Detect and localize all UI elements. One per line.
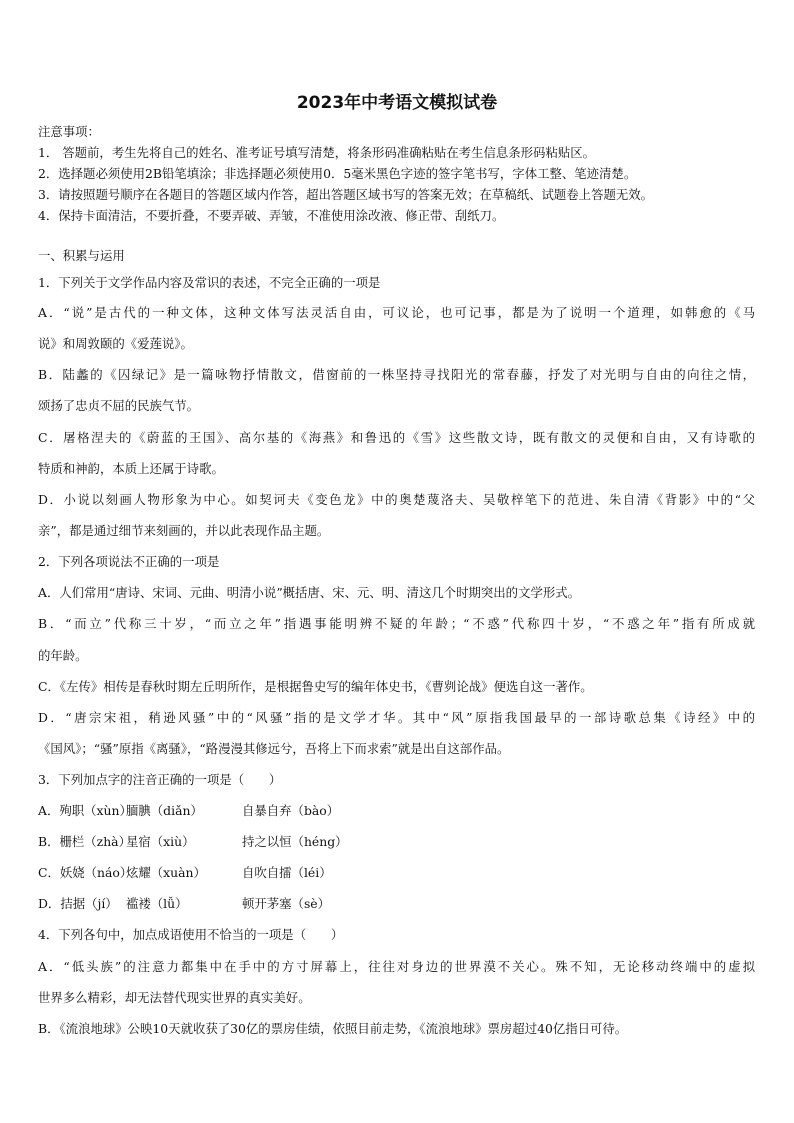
option-line: A．“低头族”的注意力都集中在手中的方寸屏幕上，往往对身边的世界漠不关心。殊不知，无论移动终端中的虚拟 bbox=[38, 959, 755, 974]
pinyin-option: 持之以恒（héng） bbox=[242, 834, 348, 849]
notice-item: 1． 答题前，考生先将自己的姓名、准考证号填写清楚，将条形码准确粘贴在考生信息条形码粘贴区。 bbox=[38, 145, 596, 160]
option-line: D．小说以刻画人物形象为中心。如契诃夫《变色龙》中的奥楚蔑洛夫、吴敬梓笔下的范进、朱自清《背影》中的“父 bbox=[38, 492, 755, 507]
pinyin-option: 顿开茅塞（sè） bbox=[242, 896, 331, 911]
notice-heading: 注意事项： bbox=[38, 124, 100, 139]
question-stem: 3．下列加点字的注音正确的一项是（ ） bbox=[38, 772, 282, 787]
section-heading: 一、积累与运用 bbox=[38, 248, 125, 263]
pinyin-row bbox=[38, 863, 332, 881]
option-line: C．《左传》相传是春秋时期左丘明所作，是根据鲁史写的编年体史书，《曹刿论战》便选自这一著作。 bbox=[38, 679, 593, 694]
option-line: 说》和周敦颐的《爱莲说》。 bbox=[38, 336, 193, 351]
option-line: B．陆蠡的《囚绿记》是一篇咏物抒情散文，借窗前的一株坚持寻找阳光的常春藤，抒发了对光明与自由的向往之情， bbox=[38, 367, 755, 382]
pinyin-option: 腼腆（diǎn） bbox=[126, 803, 203, 818]
pinyin-option: B．栅栏（zhà） bbox=[38, 834, 131, 849]
pinyin-option: D．拮据（jí） bbox=[38, 896, 118, 911]
question-stem: 2．下列各项说法不正确的一项是 bbox=[38, 554, 220, 569]
option-line: 亲”，都是通过细节来刻画的，并以此表现作品主题。 bbox=[38, 523, 330, 538]
notice-item: 2．选择题必须使用2B铅笔填涂；非选择题必须使用0．5毫米黑色字迹的签字笔书写，字体工整、笔迹清楚。 bbox=[38, 166, 637, 181]
pinyin-option: 星宿（xiù） bbox=[126, 834, 195, 849]
question-stem: 1．下列关于文学作品内容及常识的表述，不完全正确的一项是 bbox=[38, 275, 381, 290]
option-line: 的年龄。 bbox=[38, 648, 88, 663]
option-line: 世界多么精彩，却无法替代现实世界的真实美好。 bbox=[38, 990, 311, 1005]
pinyin-row bbox=[38, 832, 348, 850]
option-line: 《国风》；“骚”原指《离骚》，“路漫漫其修远兮，吾将上下而求索”就是出自这部作品。 bbox=[38, 741, 510, 756]
pinyin-row bbox=[38, 801, 339, 819]
pinyin-row bbox=[38, 894, 330, 912]
pinyin-option: C．妖娆（náo） bbox=[38, 865, 133, 880]
pinyin-option: 炫耀（xuàn） bbox=[126, 865, 206, 880]
pinyin-option: A．殉职（xùn） bbox=[38, 803, 132, 818]
notice-item: 3．请按照题号顺序在各题目的答题区域内作答，超出答题区域书写的答案无效；在草稿纸、试题卷上答题无效。 bbox=[38, 187, 654, 202]
option-line: D．“唐宗宋祖，稍逊风骚”中的“风骚”指的是文学才华。其中“风”原指我国最早的一部诗歌总集《诗经》中的 bbox=[38, 710, 755, 725]
option-line: A．人们常用“唐诗、宋词、元曲、明清小说”概括唐、宋、元、明、清这几个时期突出的文学形式。 bbox=[38, 585, 581, 600]
notice-item: 4．保持卡面清洁，不要折叠，不要弄破、弄皱，不准使用涂改液、修正带、刮纸刀。 bbox=[38, 208, 505, 223]
option-line: 颂扬了忠贞不屈的民族气节。 bbox=[38, 398, 200, 413]
option-line: A．“说”是古代的一种文体，这种文体写法灵活自由，可议论，也可记事，都是为了说明一个道理，如韩愈的《马 bbox=[38, 305, 755, 320]
pinyin-option: 自暴自弃（bào） bbox=[242, 803, 340, 818]
pinyin-option: 自吹自擂（léi） bbox=[242, 865, 332, 880]
option-line: 特质和神韵，本质上还属于诗歌。 bbox=[38, 461, 224, 476]
question-stem: 4．下列各句中，加点成语使用不恰当的一项是（ ） bbox=[38, 927, 344, 942]
page-title: 2023年中考语文模拟试卷 bbox=[296, 93, 498, 113]
option-line: C．屠格涅夫的《蔚蓝的王国》、高尔基的《海燕》和鲁迅的《雪》这些散文诗，既有散文的灵便和自由，又有诗歌的 bbox=[38, 430, 755, 445]
pinyin-option: 褴褛（lǚ） bbox=[126, 896, 188, 911]
option-line: B．《流浪地球》公映10天就收获了30亿的票房佳绩，依照目前走势，《流浪地球》票房超过40亿指日可待。 bbox=[38, 1021, 628, 1036]
option-line: B．“而立”代称三十岁，“而立之年”指遇事能明辨不疑的年龄；“不惑”代称四十岁，“不惑之年”指有所成就 bbox=[38, 616, 755, 631]
